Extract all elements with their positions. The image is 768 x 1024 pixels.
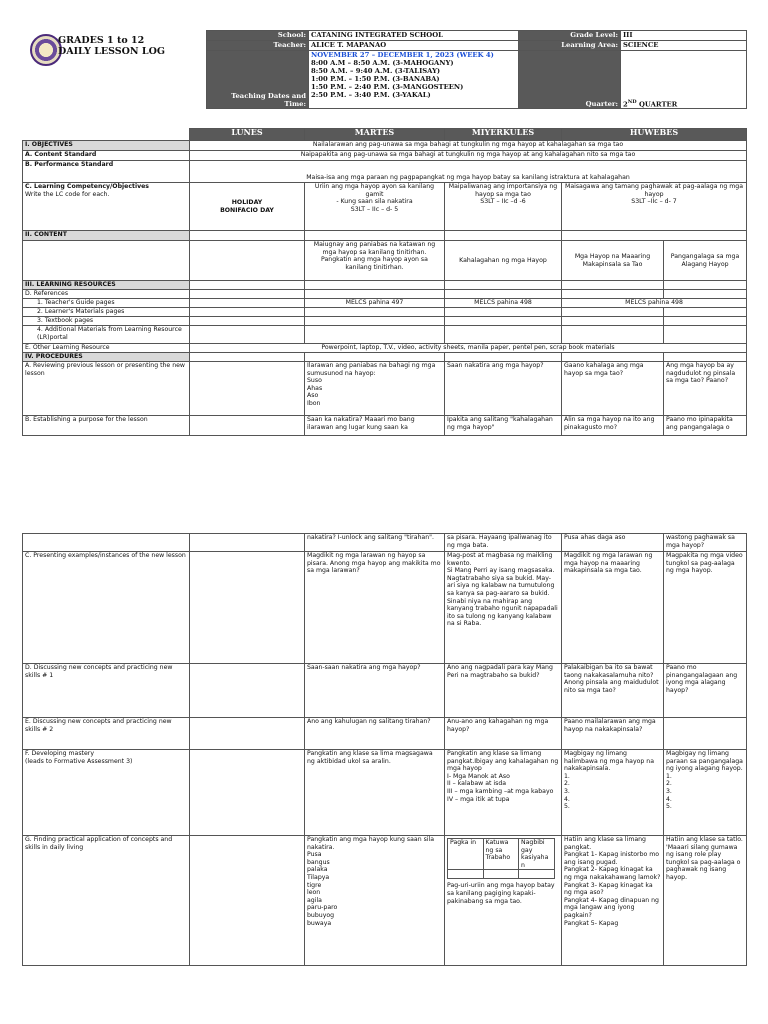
d-biyernes: Paano mo pinangangalagaan ang iyong mga alagang hayop?	[664, 664, 747, 718]
g-huwebes: Hatiin ang klase sa limang pangkat. Pangkat 1- Kapag inistorbo mo ang isang pugad. Pangkat 2- Kapag kinagat ka ng mga nakakahawang lamok? Pangkat 3- Kapag kinagat ka ng mga aso? Pangkat 4- Kapag dinapuan ng mga langaw ang iyong pagkain? Pangkat 5- Kapag	[562, 836, 664, 966]
d-martes: Saan-saan nakatira ang mga hayop?	[305, 664, 445, 718]
competency-label: C. Learning Competency/Objectives	[25, 183, 149, 190]
a-huwebes: Gaano kahalaga ang mga hayop sa mga tao?	[562, 362, 664, 416]
d-label: D. Discussing new concepts and practicing new skills # 1	[23, 664, 190, 718]
resources-label: III. LEARNING RESOURCES	[23, 281, 190, 290]
day-huwebes: HUWEBES	[562, 129, 747, 141]
performance-label: B. Performance Standard	[23, 161, 190, 183]
lesson-table-page1	[22, 128, 747, 436]
area-label: Learning Area:	[519, 41, 621, 51]
p2-b-biyernes: wastong paghawak sa mga hayop?	[664, 534, 747, 552]
competency-martes: Uriin ang mga hayop ayon sa kanilang gamit - Kung saan sila nakatira S3LT – IIc – d- 5	[305, 183, 445, 231]
f-miyerkules: Pangkatin ang klase sa limang pangkat.Ibigay ang kahalagahan ng mga hayop I- Mga Manok at Aso II – kalabaw at isda III – mga kambing –at mga kabayo IV – mga itik at tupa	[445, 750, 562, 836]
tg-martes: MELCS pahina 497	[305, 299, 445, 308]
other-text: Powerpoint, laptop, T.V., video, activity sheets, manila paper, pentel pen, scrap book materials	[190, 344, 747, 353]
holiday-text: HOLIDAY BONIFACIO DAY	[190, 183, 305, 231]
teacher-label: Teacher:	[207, 41, 309, 51]
schedule-0: 8:00 A.M – 8:50 A.M. (3-MAHOGANY)	[311, 59, 454, 67]
c-label: C. Presenting examples/instances of the new lesson	[23, 552, 190, 664]
b-miyerkules: Ipakita ang salitang "kahalagahan ng mga hayop"	[445, 416, 562, 436]
tb-label: 3. Textbook pages	[23, 317, 190, 326]
competency-huwebes-biyernes: Maisagawa ang tamang paghawak at pag-aalaga ng mga hayop S3LT –IIc – d- 7	[562, 183, 747, 231]
tg-huwebes-biyernes: MELCS pahina 498	[562, 299, 747, 308]
day-lunes: LUNES	[190, 129, 305, 141]
school-value: CATANING INTEGRATED SCHOOL	[309, 31, 519, 41]
a-martes: Ilarawan ang paniabas na bahagi ng mga sumusunod na hayop: Suso Ahas Aso Ibon	[305, 362, 445, 416]
content-label: II. CONTENT	[23, 231, 190, 241]
c-huwebes: Magdikit ng mga larawan ng mga hayop na maaaring makapinsala sa mga tao.	[562, 552, 664, 664]
dates-value	[309, 51, 519, 109]
g-inner-h3: Nagbibi gay kasiyaha n	[519, 839, 555, 870]
e-miyerkules: Anu-ano ang kahagahan ng mga hayop?	[445, 718, 562, 750]
content-martes: Maiugnay ang paniabas na katawan ng mga hayop sa kanilang tinitirhan. Pangkatin ang mga hayop ayon sa kanilang tinitirhan.	[305, 241, 445, 281]
p2-b-miyerkules: sa pisara. Hayaang ipaliwanag ito ng mga bata.	[445, 534, 562, 552]
competency-sub: Write the LC code for each.	[25, 190, 110, 198]
g-inner-table	[447, 838, 555, 879]
b-huwebes: Alin sa mga hayop na ito ang pinakagusto mo?	[562, 416, 664, 436]
quarter-value	[621, 51, 747, 109]
form-title	[58, 35, 165, 57]
a-biyernes: Ang mga hayop ba ay nagdudulot ng pinsala sa mga tao? Paano?	[664, 362, 747, 416]
header-table	[206, 30, 747, 109]
a-miyerkules: Saan nakatira ang mga hayop?	[445, 362, 562, 416]
lesson-table-page2	[22, 533, 747, 966]
competency-miyerkules: Maipaliwanag ang importansiya ng hayop sa mga tao S3LT – IIc –d -6	[445, 183, 562, 231]
content-biyernes: Pangangalaga sa mga Alagang Hayop	[664, 241, 747, 281]
schedule-2: 1:00 P.M. – 1:50 P.M. (3-BANABA)	[311, 75, 440, 83]
f-biyernes: Magbigay ng limang paraan sa pangangalaga ng iyong alagang hayop. 1. 2. 3. 4. 5.	[664, 750, 747, 836]
e-label: E. Discussing new concepts and practicing new skills # 2	[23, 718, 190, 750]
a-label: A. Reviewing previous lesson or presenting the new lesson	[23, 362, 190, 416]
objectives-label: I. OBJECTIVES	[23, 141, 190, 151]
g-miyerkules-text: Pag-uri-uriin ang mga hayop batay sa kanilang pagiging kapaki-pakinabang sa mga tao.	[447, 882, 555, 905]
content-standard-text: Naipapakita ang pag-unawa sa mga bahagi at tungkulin ng mga hayop at ang kahalagahan nito sa mga tao	[190, 151, 747, 161]
e-huwebes: Paano mailalarawan ang mga hayop na nakakapinsala?	[562, 718, 664, 750]
g-inner-h1: Pagka in	[448, 839, 484, 870]
b-biyernes: Paano mo ipinapakita ang pangangalaga o	[664, 416, 747, 436]
f-huwebes: Magbigay ng limang halimbawa ng mga hayop na nakakapinsala. 1. 2. 3. 4. 5.	[562, 750, 664, 836]
p2-b-martes: nakatira? I-unlock ang salitang "tirahan".	[305, 534, 445, 552]
e-martes: Ano ang kahulugan ng salitang tirahan?	[305, 718, 445, 750]
procedures-label: IV. PROCEDURES	[23, 353, 190, 362]
schedule-1: 8:50 A.M. – 9:40 A.M. (3-TALISAY)	[311, 67, 441, 75]
quarter-label: Quarter:	[519, 51, 621, 109]
quarter-text: QUARTER	[636, 100, 678, 108]
am-label: 4. Additional Materials from Learning Resource (LR)portal	[23, 326, 190, 344]
grade-label: Grade Level:	[519, 31, 621, 41]
form-title-line2: DAILY LESSON LOG	[58, 46, 165, 57]
c-miyerkules: Mag-post at magbasa ng maikling kwento. Si Mang Perri ay isang magsasaka. Nagtatrabaho siya sa bukid. May-ari siya ng kalabaw na tumutulong sa kanya sa pag-aararo sa bukid. Sinabi niya na mahirap ang kanyang trabaho ngunit napapadali ito sa tulong ng kanyang kalabaw na si Raba.	[445, 552, 562, 664]
d-huwebes: Palakaibigan ba ito sa bawat taong nakakasalamuha nito? Anong pinsala ang maidudulot nito sa mga tao?	[562, 664, 664, 718]
tg-miyerkules: MELCS pahina 498	[445, 299, 562, 308]
g-inner-h2: Katuwa ng sa Trabaho	[483, 839, 519, 870]
c-biyernes: Magpakita ng mga video tungkol sa pag-aalaga ng mga hayop.	[664, 552, 747, 664]
p2-b-huwebes: Pusa ahas daga aso	[562, 534, 664, 552]
other-label: E. Other Learning Resource	[23, 344, 190, 353]
form-title-line1: GRADES 1 to 12	[58, 35, 145, 46]
schedule-4: 2:50 P.M. – 3:40 P.M. (3-YAKAL)	[311, 91, 431, 99]
dates-week: NOVEMBER 27 – DECEMBER 1, 2023 (WEEK 4)	[311, 51, 494, 59]
day-martes: MARTES	[305, 129, 445, 141]
c-martes: Magdikit ng mga larawan ng hayop sa pisara. Anong mga hayop ang makikita mo sa mga larawan?	[305, 552, 445, 664]
teacher-value: ALICE T. MAPANAO	[309, 41, 519, 51]
g-miyerkules	[445, 836, 562, 966]
lm-label: 2. Learner's Materials pages	[23, 308, 190, 317]
grade-value: III	[621, 31, 747, 41]
b-martes: Saan ka nakatira? Maaari mo bang ilarawan ang lugar kung saan ka	[305, 416, 445, 436]
g-biyernes: Hatiin ang klase sa tatlo. 'Maaari silang gumawa ng isang role play tungkol sa pag-aalaga o paghawak ng isang hayop.	[664, 836, 747, 966]
schedule-3: 1:50 P.M. – 2:40 P.M. (3-MANGOSTEEN)	[311, 83, 464, 91]
tg-label: 1. Teacher's Guide pages	[23, 299, 190, 308]
objectives-text: Nailalarawan ang pag-unawa sa mga bahagi at tungkulin ng mga hayop at kahalagahan sa mga tao	[190, 141, 747, 151]
school-label: School:	[207, 31, 309, 41]
b-label: B. Establishing a purpose for the lesson	[23, 416, 190, 436]
quarter-num: 2	[623, 100, 628, 108]
day-miyerkules: MIYERKULES	[445, 129, 562, 141]
corner-cell	[23, 129, 190, 141]
content-standard-label: A. Content Standard	[23, 151, 190, 161]
area-value: SCIENCE	[621, 41, 747, 51]
g-martes: Pangkatin ang mga hayop kung saan sila nakatira. Pusa bangus palaka Tilapya tigre leon agila paru-paro bubuyog buwaya	[305, 836, 445, 966]
f-martes: Pangkatin ang klase sa lima magsagawa ng aktibidad ukol sa aralin.	[305, 750, 445, 836]
references-label: D. References	[23, 290, 190, 299]
dates-label: Teaching Dates and Time:	[207, 51, 309, 109]
content-huwebes: Mga Hayop na Maaaring Makapinsala sa Tao	[562, 241, 664, 281]
content-miyerkules: Kahalagahan ng mga Hayop	[445, 241, 562, 281]
competency-cell	[23, 183, 190, 231]
quarter-sup: ND	[627, 98, 637, 105]
d-miyerkules: Ano ang nagpadali para kay Mang Peri na magtrabaho sa bukid?	[445, 664, 562, 718]
f-label: F. Developing mastery (leads to Formative Assessment 3)	[23, 750, 190, 836]
performance-text: Maisa-isa ang mga paraan ng pagpapangkat ng mga hayop batay sa kanilang istraktura at kahalagahan	[190, 161, 747, 183]
g-label: G. Finding practical application of concepts and skills in daily living	[23, 836, 190, 966]
